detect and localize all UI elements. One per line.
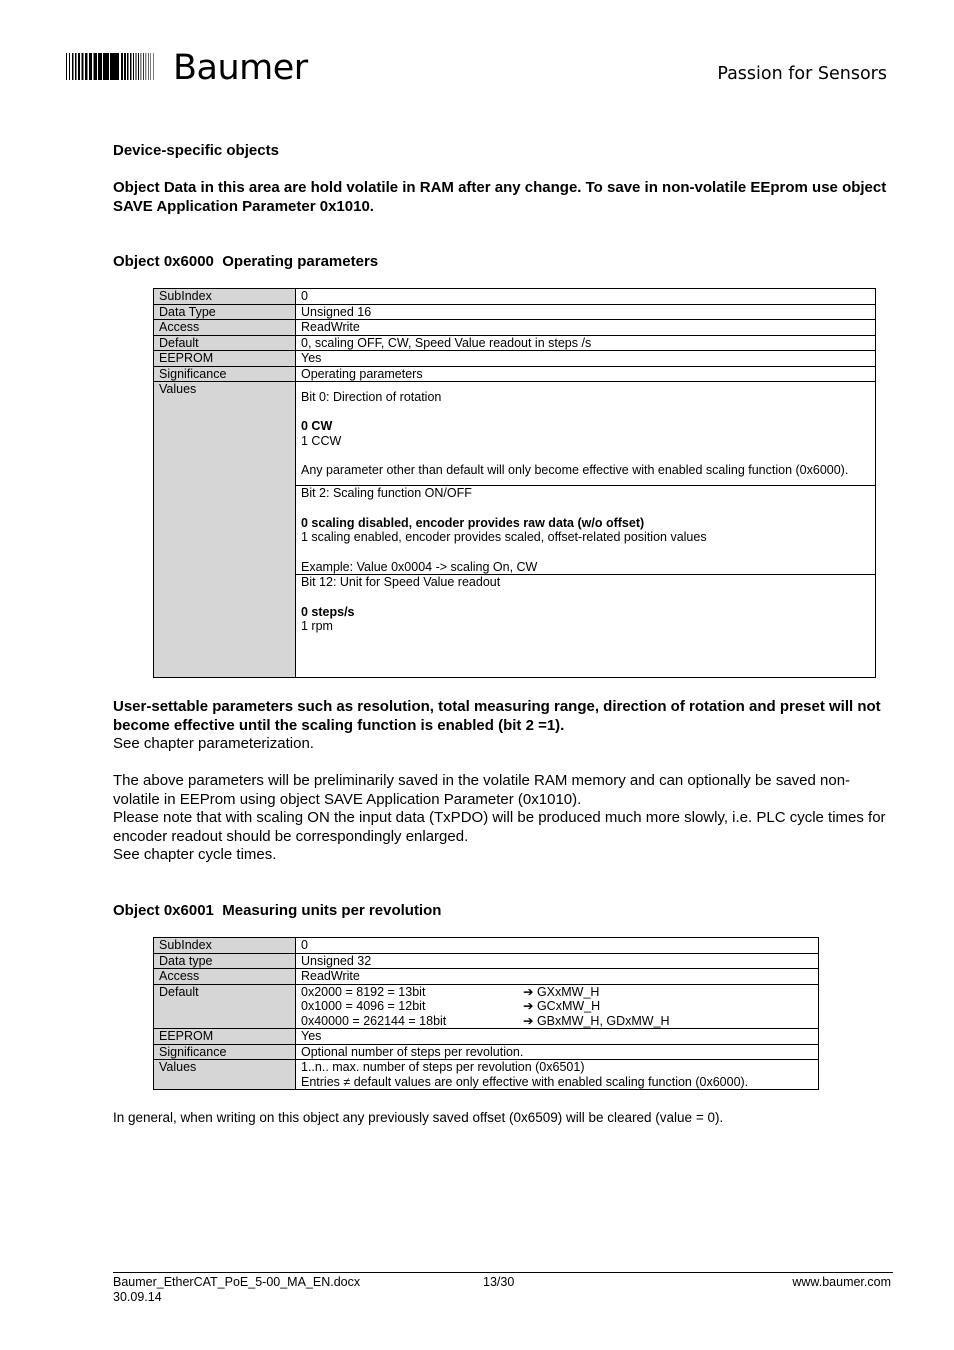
section-heading-device-specific: Device-specific objects: [113, 142, 279, 159]
bit2-default-option: 0 scaling disabled, encoder provides raw data (w/o offset): [301, 515, 645, 530]
values-line: Entries ≠ default values are only effective with enabled scaling function (0x6000).: [301, 1074, 749, 1089]
table-row-default: [154, 984, 819, 1029]
bit2-block: [296, 485, 875, 574]
row-value: 0, scaling OFF, CW, Speed Value readout in steps /s: [296, 335, 876, 351]
row-value: Unsigned 16: [296, 304, 876, 320]
object-6001-table: [153, 937, 819, 1090]
bit12-title: Bit 12: Unit for Speed Value readout: [301, 575, 501, 590]
bit0-option: 1 CCW: [301, 434, 342, 449]
default-value: 0x1000 = 4096 = 12bit: [301, 999, 426, 1013]
row-value: 0: [296, 938, 819, 954]
row-value: Optional number of steps per revolution.: [296, 1044, 819, 1060]
bit0-title: Bit 0: Direction of rotation: [301, 390, 442, 404]
bit12-block: [296, 574, 875, 634]
values-cell: [296, 382, 876, 678]
row-label: Data type: [154, 953, 296, 969]
bit0-default-option: 0 CW: [301, 419, 333, 434]
row-label: Access: [154, 969, 296, 985]
object-6000-title: Object 0x6000 Operating parameters: [113, 253, 379, 270]
table-row-values: [154, 1060, 819, 1090]
row-label: SubIndex: [154, 938, 296, 954]
baumer-logo-icon: [66, 53, 158, 80]
table-row: [154, 289, 876, 305]
txpdo-note: Please note that with scaling ON the input data (TxPDO) will be produced much more slowly, i.e. PLC cycle times for encoder readout should be correspondingly enlarged.: [113, 809, 886, 845]
bit0-block: [301, 382, 870, 485]
table-row: [154, 320, 876, 336]
table-row: [154, 938, 819, 954]
row-label: Significance: [154, 366, 296, 382]
row-value: ReadWrite: [296, 320, 876, 336]
row-label: Values: [154, 382, 296, 678]
table-row: [154, 351, 876, 367]
row-value: Unsigned 32: [296, 953, 819, 969]
table-row: [154, 1029, 819, 1045]
bit12-option: 1 rpm: [301, 619, 333, 634]
row-value: 0: [296, 289, 876, 305]
object-6000-table: [153, 288, 876, 678]
row-label: Values: [154, 1060, 296, 1090]
bit0-note: Any parameter other than default will only become effective with enabled scaling function (0x6000).: [301, 463, 849, 478]
preliminary-save-note: The above parameters will be preliminarily saved in the volatile RAM memory and can optionally be saved non-volatile in EEProm using object SAVE Application Parameter (0x1010).: [113, 772, 851, 808]
row-label: Significance: [154, 1044, 296, 1060]
values-line: 1..n.. max. number of steps per revolution (0x6501): [301, 1060, 585, 1074]
row-label: Data Type: [154, 304, 296, 320]
default-target: ➔ GXxMW_H: [523, 984, 600, 999]
row-value: Operating parameters: [296, 366, 876, 382]
footer-page-number: 13/30: [483, 1275, 515, 1289]
user-params-warning: User-settable parameters such as resolution, total measuring range, direction of rotation and preset will not become effective until the scaling function is enabled (bit 2 =1).: [113, 698, 881, 734]
row-value: ReadWrite: [296, 969, 819, 985]
see-parameterization: See chapter parameterization.: [113, 735, 314, 752]
bit2-option: 1 scaling enabled, encoder provides scaled, offset-related position values: [301, 530, 707, 545]
row-value: Yes: [296, 351, 876, 367]
table-row: [154, 1044, 819, 1060]
footer-url: www.baumer.com: [792, 1275, 891, 1289]
row-label: Default: [154, 984, 296, 1029]
footer-divider: [113, 1272, 893, 1273]
row-label: Default: [154, 335, 296, 351]
row-label: SubIndex: [154, 289, 296, 305]
default-line: [301, 1014, 813, 1029]
table-row: [154, 953, 819, 969]
row-value: Yes: [296, 1029, 819, 1045]
bit12-default-option: 0 steps/s: [301, 604, 355, 619]
bit2-title: Bit 2: Scaling function ON/OFF: [301, 486, 472, 501]
row-label: EEPROM: [154, 1029, 296, 1045]
footer-date: 30.09.14: [113, 1290, 162, 1304]
bit2-example: Example: Value 0x0004 -> scaling On, CW: [301, 559, 538, 574]
table-row: [154, 366, 876, 382]
table-row: [154, 969, 819, 985]
table-row-values: [154, 382, 876, 678]
default-line: [301, 985, 813, 1000]
brand-name: Baumer: [173, 48, 308, 88]
tagline: Passion for Sensors: [717, 64, 887, 84]
default-target: ➔ GBxMW_H, GDxMW_H: [523, 1013, 670, 1028]
default-values-cell: [296, 984, 819, 1029]
offset-cleared-note: In general, when writing on this object any previously saved offset (0x6509) will be cleared (value = 0).: [113, 1110, 724, 1125]
footer-filename: Baumer_EtherCAT_PoE_5-00_MA_EN.docx: [113, 1275, 361, 1289]
table-row: [154, 335, 876, 351]
default-value: 0x40000 = 262144 = 18bit: [301, 1013, 447, 1028]
row-label: EEPROM: [154, 351, 296, 367]
default-line: [301, 999, 813, 1014]
volatile-ram-note: Object Data in this area are hold volatile in RAM after any change. To save in non-volatile EEprom use object SAVE Application Parameter 0x1010.: [113, 179, 887, 215]
table-row: [154, 304, 876, 320]
default-target: ➔ GCxMW_H: [523, 999, 601, 1013]
row-label: Access: [154, 320, 296, 336]
values-cell: [296, 1060, 819, 1090]
default-value: 0x2000 = 8192 = 13bit: [301, 984, 426, 999]
see-cycle-times: See chapter cycle times.: [113, 846, 277, 863]
object-6001-title: Object 0x6001 Measuring units per revolution: [113, 902, 442, 919]
